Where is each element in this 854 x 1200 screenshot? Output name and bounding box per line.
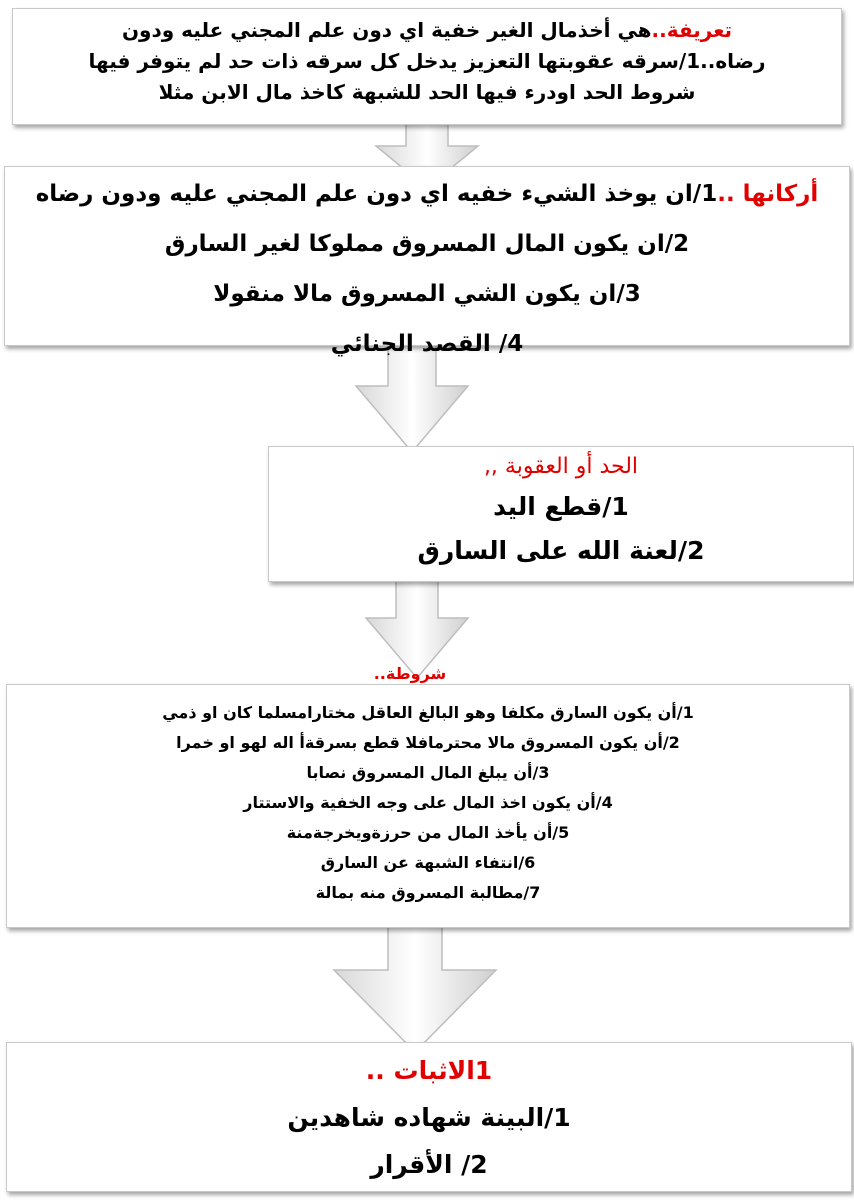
proof-item-2: 2/ الأقرار <box>370 1150 488 1179</box>
condition-item: 3/أن يبلغ المال المسروق نصابا <box>306 763 550 782</box>
pillars-label: أركانها .. <box>717 181 819 207</box>
definition-line-3: شروط الحد اودرء فيها الحد للشبهة كاخذ مال الابن مثلا <box>158 80 696 104</box>
punishment-heading: الحد أو العقوبة ,, <box>483 454 639 479</box>
pillar-item-3: 3/ان يكون الشي المسروق مالا منقولا <box>213 281 641 307</box>
pillar-item-1: 1/ان يوخذ الشيء خفيه اي دون علم المجني عليه ودون رضاه <box>35 181 718 207</box>
definition-line-2: رضاه..1/سرقه عقوبتها التعزيز يدخل كل سرقه ذات حد لم يتوفر فيها <box>88 49 766 73</box>
pillar-item-4: 4/ القصد الجنائي <box>330 331 524 357</box>
proof-heading: 1الاثبات .. <box>365 1056 493 1085</box>
conditions-box <box>6 684 850 928</box>
condition-item: 5/أن يأخذ المال من حرزةويخرجةمنة <box>286 823 570 842</box>
definition-text: هي أخذمال الغير خفية اي دون علم المجني عليه ودون <box>121 18 652 42</box>
down-arrow-4 <box>330 920 500 1054</box>
condition-item: 2/أن يكون المسروق مالا محترمافلا قطع بسرقةأ اله لهو او خمرا <box>176 733 680 752</box>
proof-item-1: 1/البينة شهاده شاهدين <box>287 1103 571 1132</box>
punishment-item-1: 1/قطع اليد <box>493 492 629 521</box>
pillar-item-1-line <box>5 169 849 219</box>
condition-item: 1/أن يكون السارق مكلفا وهو البالغ العاقل مختارامسلما كان او ذمي <box>162 703 694 722</box>
punishment-box <box>268 446 854 582</box>
condition-item: 6/انتفاء الشبهة عن السارق <box>320 853 536 872</box>
proof-box <box>6 1042 852 1192</box>
condition-item: 7/مطالبة المسروق منه بمالة <box>315 883 541 902</box>
definition-box <box>12 8 842 125</box>
pillar-item-2: 2/ان يكون المال المسروق مملوكا لغير السارق <box>164 231 690 257</box>
condition-item: 4/أن يكون اخذ المال على وجه الخفية والاستتار <box>243 793 613 812</box>
pillars-box <box>4 166 850 357</box>
conditions-title: شروطة.. <box>373 664 447 683</box>
definition-label: تعريفة.. <box>651 18 733 42</box>
punishment-item-2: 2/لعنة الله على السارق <box>417 536 705 565</box>
definition-line-1 <box>13 15 841 46</box>
